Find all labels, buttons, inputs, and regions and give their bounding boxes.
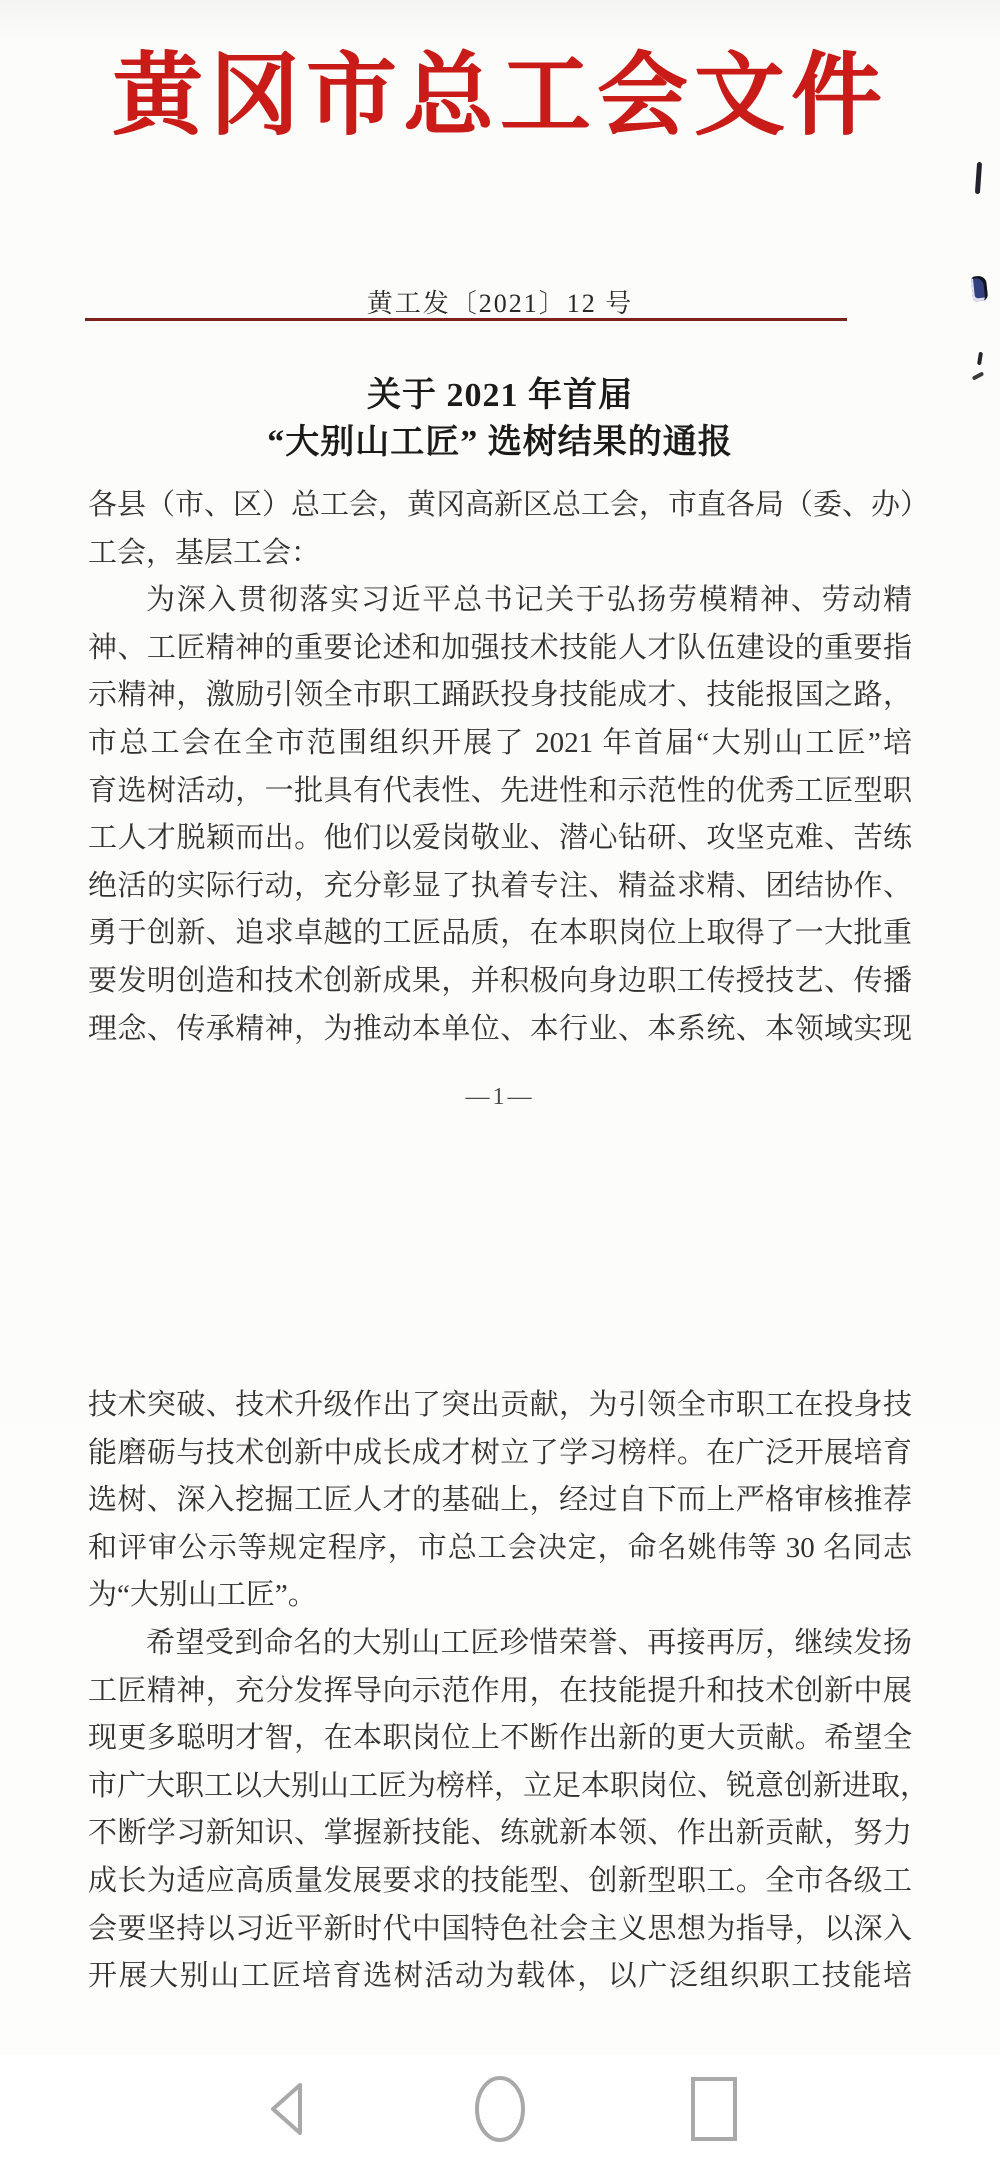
page-number: —1— — [465, 1084, 535, 1110]
page-edge-ink-mark — [975, 162, 982, 194]
document-line: 神、工匠精神的重要论述和加强技术技能人才队伍建设的重要指 — [88, 631, 912, 664]
back-button[interactable] — [260, 2076, 312, 2146]
page-edge-stamp-mark — [971, 275, 989, 301]
document-line: 会要坚持以习近平新时代中国特色社会主义思想为指导，以深入 — [88, 1912, 912, 1945]
document-line: 能磨砺与技术创新中成长成才树立了学习榜样。在广泛开展培育 — [88, 1436, 912, 1469]
back-triangle-icon — [266, 2080, 306, 2143]
document-line: 工匠精神，充分发挥导向示范作用，在技能提升和技术创新中展 — [88, 1674, 912, 1707]
recents-button[interactable] — [688, 2076, 740, 2146]
document-line: 开展大别山工匠培育选树活动为载体，以广泛组织职工技能培 — [88, 1960, 912, 1993]
document-title-line1: 关于 2021 年首届 — [367, 377, 633, 414]
document-line: 工人才脱颖而出。他们以爱岗敬业、潜心钻研、攻坚克难、苦练 — [88, 822, 912, 855]
document-line: 和评审公示等规定程序，市总工会决定，命名姚伟等 30 名同志 — [88, 1531, 912, 1564]
document-line: 绝活的实际行动，充分彰显了执着专注、精益求精、团结协作、 — [88, 869, 912, 902]
page-edge-ink-mark — [977, 352, 983, 365]
document-line: 选树、深入挖掘工匠人才的基础上，经过自下而上严格审核推荐 — [88, 1484, 912, 1517]
android-nav-bar — [0, 2055, 1000, 2167]
home-button[interactable] — [474, 2076, 526, 2146]
document-line: 各县（市、区）总工会，黄冈高新区总工会，市直各局（委、办） — [88, 489, 930, 521]
letterhead-title: 黄冈市总工会文件 — [112, 47, 888, 146]
document-line: 现更多聪明才智，在本职岗位上不断作出新的更大贡献。希望全 — [88, 1722, 912, 1755]
document-line: 理念、传承精神，为推动本单位、本行业、本系统、本领域实现 — [88, 1012, 912, 1045]
recents-square-icon — [690, 2076, 738, 2147]
document-line: 市总工会在全市范围组织开展了 2021 年首届“大别山工匠”培 — [88, 726, 912, 759]
document-line: 不断学习新知识、掌握新技能、练就新本领、作出新贡献，努力 — [88, 1817, 912, 1850]
document-line: 育选树活动，一批具有代表性、先进性和示范性的优秀工匠型职 — [88, 774, 912, 807]
document-title — [0, 372, 1000, 466]
document-line: 市广大职工以大别山工匠为榜样，立足本职岗位、锐意创新进取， — [88, 1769, 930, 1802]
document-line: 工会，基层工会： — [88, 536, 321, 569]
document-line: 为深入贯彻落实习近平总书记关于弘扬劳模精神、劳动精 — [146, 584, 912, 617]
page-1-body — [88, 482, 930, 1053]
document-line: 勇于创新、追求卓越的工匠品质，在本职岗位上取得了一大批重 — [88, 917, 912, 950]
document-line: 技术突破、技术升级作出了突出贡献，为引领全市职工在投身技 — [88, 1389, 912, 1421]
document-line: 要发明创造和技术创新成果，并积极向身边职工传授技艺、传播 — [88, 964, 912, 997]
document-line: 为“大别山工匠”。 — [88, 1579, 317, 1612]
document-line: 示精神，激励引领全市职工踊跃投身技能成才、技能报国之路， — [88, 679, 912, 712]
home-circle-icon — [473, 2074, 527, 2149]
document-line: 成长为适应高质量发展要求的技能型、创新型职工。全市各级工 — [88, 1864, 912, 1897]
document-number: 黄工发〔2021〕12 号 — [366, 289, 634, 318]
document-line: 希望受到命名的大别山工匠珍惜荣誉、再接再厉，继续发扬 — [146, 1626, 912, 1659]
document-title-line2: “大别山工匠” 选树结果的通报 — [267, 424, 733, 461]
page-2-body — [88, 1382, 930, 2001]
letterhead-divider — [85, 318, 847, 321]
